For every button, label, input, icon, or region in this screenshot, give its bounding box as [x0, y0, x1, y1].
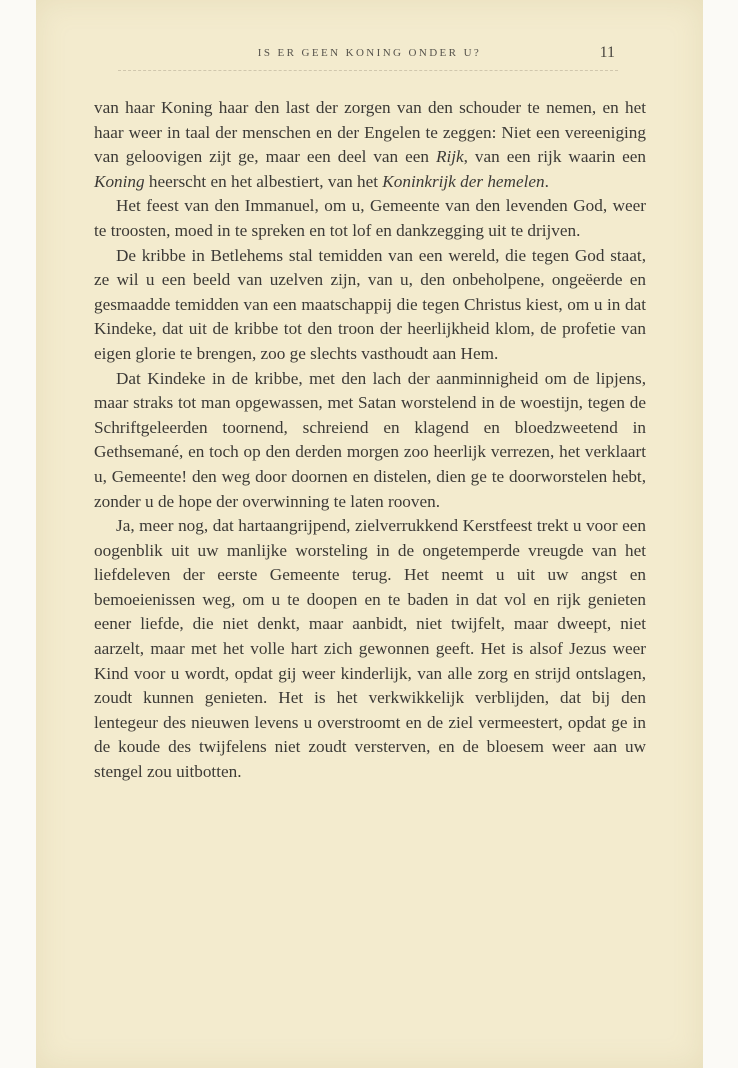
- paragraph-4: Dat Kindeke in de kribbe, met den lach der aanminnigheid om de lipjens, maar straks tot man opgewassen, met Satan worstelend in de woestijn, tegen de Schriftgeleerden toornend, schreiend en klagend en bloedzweetend in Gethsemané, en toch op den derden morgen zoo heerlijk verrezen, het verklaart u, Gemeente! den weg door doornen en distelen, dien ge te doorworstelen hebt, zonder u de hope der overwinning te laten rooven.: [94, 368, 646, 511]
- book-page: [36, 0, 703, 1068]
- paragraph-2: Het feest van den Immanuel, om u, Gemeente van den levenden God, weer te troosten, moed in te spreken en tot lof en dankzegging uit te drijven.: [94, 196, 646, 240]
- page-number: 11: [599, 44, 615, 61]
- page-header: [36, 44, 703, 64]
- italic-koninkrijk: Koninkrijk der hemelen: [382, 171, 545, 191]
- header-rule: [118, 70, 618, 71]
- paragraph-5: Ja, meer nog, dat hartaangrijpend, zielverrukkend Kerstfeest trekt u voor een oogenblik uit uw manlijke worsteling in de ongetemperde vreugde van het liefdeleven der eerste Gemeente terug. Het neemt u uit uw angst en bemoeienissen weg, om u te doopen en te baden in dat vol en rijk genieten eener liefde, die niet denkt, maar aanbidt, niet twijfelt, maar dweept, niet aarzelt, maar met het volle hart zich gewonnen geeft. Het is alsof Jezus weer Kind voor u wordt, opdat gij weer kinderlijk, van alle zorg en strijd ontslagen, zoudt kunnen genieten. Het is het verkwikkelijk verblijden, dat bij den lentegeur des nieuwen levens u overstroomt en de ziel vermeestert, opdat ge in de koude des twijfelens niet zoudt versterven, en de bloesem weer aan uw stengel zou uitbotten.: [94, 516, 646, 782]
- italic-rijk: Rijk: [435, 147, 464, 167]
- paragraph-3: De kribbe in Betlehems stal temidden van een wereld, die tegen God staat, ze wil u een beeld van uzelven zijn, van u, den onbeholpene, ongeëerde en gesmaadde temidden van een maatschappij die tegen Christus kiest, om u in dat Kindeke, dat uit de kribbe tot den troon der heerlijkheid klom, de profetie van eigen glorie te brengen, zoo ge slechts vasthoudt aan Hem.: [94, 245, 646, 363]
- running-title: IS ER GEEN KONING ONDER U?: [257, 47, 482, 59]
- body-text: [94, 96, 646, 785]
- paragraph-1: van haar Koning haar den last der zorgen van den schouder te nemen, en het haar weer in taal der menschen en der Engelen te zeggen: Niet een vereeniging van geloovigen zijt ge, maar een deel van een Rijk, van een rijk waarin een Koning heerscht en het albestiert, van het Koninkrijk der hemelen.: [94, 98, 646, 191]
- italic-koning: Koning: [94, 171, 145, 191]
